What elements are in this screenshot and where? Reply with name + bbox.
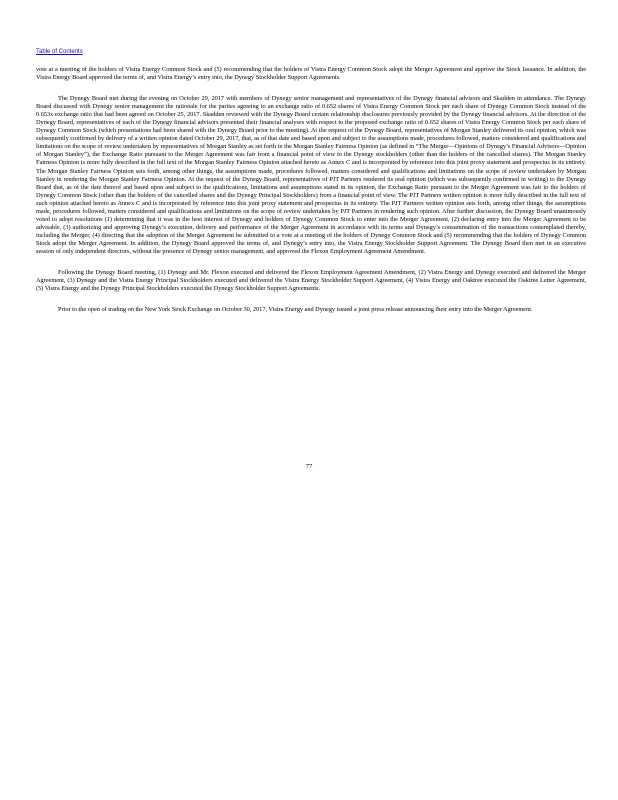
document-body xyxy=(36,66,586,327)
table-of-contents-link[interactable]: Table of Contents xyxy=(36,49,83,55)
paragraph-dynegy-board-meeting: The Dynegy Board met during the evening on October 29, 2017 with members of Dynegy senior management and representatives of the Dynegy financial advisors and Skadden in attendance. The Dynegy Board discussed with Dynegy senior management the rationale for the parties agreeing to an exchange ratio of 0.652 shares of Vistra Energy Common Stock per each share of Dynegy Common Stock instead of the 0.653x exchange ratio that had been agreed on October 25, 2017. Skadden reviewed with the Dynegy Board certain relationship disclosures previously provided by the Dynegy financial advisors. At the direction of the Dynegy Board, representatives of each of the Dynegy financial advisors presented their financial analyses with respect to the proposed exchange ratio of 0.652 shares of Vistra Energy Common Stock per each share of Dynegy Common Stock (which presentations had been shared with the Dynegy Board prior to the meeting). At the request of the Dynegy Board, representatives of Morgan Stanley delivered its oral opinion, which was subsequently confirmed by delivery of a written opinion dated October 29, 2017, that, as of that date and based upon and subject to the assumptions made, procedures followed, matters considered and qualifications and limitations on the scope of review undertaken by representatives of Morgan Stanley as set forth in the Morgan Stanley Fairness Opinion (as defined in “The Merger—Opinions of Dynegy’s Financial Advisors—Opinion of Morgan Stanley”), the Exchange Ratio pursuant to the Merger Agreement was fair from a financial point of view to the Dynegy stockholders (other than the holders of the cancelled shares). The Morgan Stanley Fairness Opinion is more fully described in the full text of the Morgan Stanley Fairness Opinion attached hereto as Annex C and is incorporated by reference into this joint proxy statement and prospectus in its entirety. The Morgan Stanley Fairness Opinion sets forth, among other things, the assumptions made, procedures followed, matters considered and qualifications and limitations on the scope of review undertaken by Morgan Stanley in rendering the Morgan Stanley Fairness Opinion. At the request of the Dynegy Board, representatives of PJT Partners rendered its oral opinion (which was subsequently confirmed in writing) to the Dynegy Board that, as of the date thereof and based upon and subject to the qualifications, limitations and assumptions stated in its opinion, the Exchange Ratio pursuant to the Merger Agreement was fair to the holders of Dynegy Common Stock (other than the holders of the cancelled shares and the Dynegy Principal Stockholders) from a financial point of view. The PJT Partners written opinion is more fully described in the full text of such opinion attached hereto as Annex C and is incorporated by reference into this joint proxy statement and prospectus in its entirety. The PJT Partners written opinion sets forth, among other things, the assumptions made, procedures followed, matters considered and qualifications and limitations on the scope of review undertaken by PJT Partners in rendering such opinion. After further discussion, the Dynegy Board unanimously voted to adopt resolutions (1) determining that it was in the best interest of Dynegy and holders of Dynegy Common Stock to enter into the Merger Agreement, (2) declaring entry into the Merger Agreement to be advisable, (3) authorizing and approving Dynegy’s execution, delivery and performance of the Merger Agreement in accordance with its terms and Dynegy’s consummation of the transactions contemplated thereby, including the Merger, (4) directing that the adoption of the Merger Agreement be submitted to a vote at a meeting of the holders of Dynegy Common Stock and (5) recommending that the holders of Dynegy Common Stock adopt the Merger Agreement. In addition, the Dynegy Board approved the terms of, and Dynegy’s entry into, the Vistra Energy Stockholder Support Agreement. The Dynegy Board then met in an executive session of only independent directors, without the presence of Dynegy senior management, and approved the Flexon Employment Agreement Amendment. xyxy=(36,95,586,255)
paragraph-vistra-board-continuation: vote at a meeting of the holders of Vistra Energy Common Stock and (5) recommending that the holders of Vistra Energy Common Stock adopt the Merger Agreement and approve the Stock Issuance. In addition, the Vistra Energy Board approved the terms of, and Vistra Energy’s entry into, the Dynegy Stockholder Support Agreements. xyxy=(36,66,586,82)
paragraph-press-release: Prior to the open of trading on the New York Stock Exchange on October 30, 2017, Vistra Energy and Dynegy issued a joint press release announcing their entry into the Merger Agreement. xyxy=(58,306,533,314)
page-number: 77 xyxy=(305,463,313,470)
paragraph-following-meeting: Following the Dynegy Board meeting, (1) Dynegy and Mr. Flexon executed and delivered the Flexon Employment Agreement Amendment, (2) Vistra Energy and Dynegy executed and delivered the Merger Agreement, (3) Dynegy and the Vistra Energy Principal Stockholders executed and delivered the Vistra Energy Stockholder Support Agreement, (4) Vistra Energy and Oaktree executed the Oaktree Letter Agreement, (5) Vistra Energy and the Dynegy Principal Stockholders executed the Dynegy Stockholder Support Agreements. xyxy=(36,269,586,293)
